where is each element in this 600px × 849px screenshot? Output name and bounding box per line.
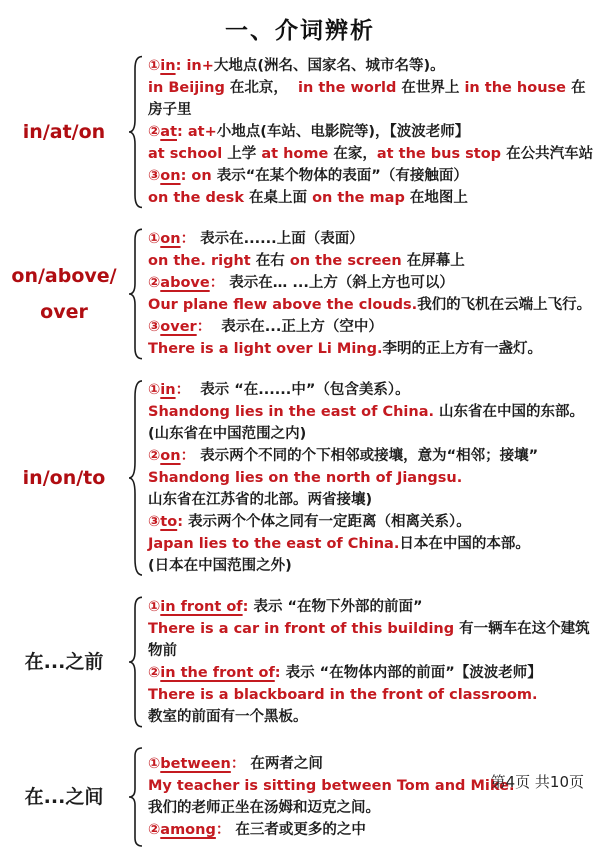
- section-content: [146, 594, 600, 730]
- red-text: ②: [148, 665, 161, 681]
- text-line: [148, 250, 594, 272]
- text-line: [148, 684, 594, 706]
- black-text: 在房子里: [148, 80, 586, 118]
- black-text: 在屏幕上: [406, 253, 465, 269]
- red-text: in+: [186, 58, 214, 74]
- brace-icon: [128, 747, 144, 847]
- text-line: [148, 596, 594, 618]
- section-label: [0, 53, 128, 211]
- red-text: ①: [148, 756, 161, 772]
- red-text: ①: [148, 599, 161, 615]
- section-label-line: in/at/on: [22, 120, 106, 143]
- red-text: :: [177, 514, 189, 530]
- red-text: ：: [180, 448, 201, 464]
- red-text: ：: [230, 756, 251, 772]
- section-content: [146, 226, 600, 362]
- brace-icon: [128, 55, 144, 209]
- red-text: :: [274, 665, 286, 681]
- section-content: [146, 377, 600, 579]
- text-line: [148, 379, 594, 401]
- brace-bracket: [128, 53, 146, 211]
- red-text: on the desk: [148, 190, 250, 206]
- keyword-underlined: among: [160, 822, 216, 838]
- text-line: [148, 467, 594, 489]
- red-text: :: [175, 58, 187, 74]
- red-text: on the map: [312, 190, 410, 206]
- black-text: 在右: [255, 253, 290, 269]
- sections: [0, 53, 600, 849]
- section-label-line: in/on/to: [22, 466, 106, 489]
- red-text: ②: [148, 124, 161, 140]
- text-line: [148, 187, 594, 209]
- text-line: [148, 706, 594, 728]
- black-text: 山东省在江苏省的北部。两省接壤): [148, 492, 373, 508]
- brace-icon: [128, 379, 144, 577]
- text-line: [148, 819, 594, 841]
- red-text: : on: [180, 168, 217, 184]
- black-text: 日本在中国的本部。: [399, 536, 530, 552]
- text-line: [148, 338, 594, 360]
- section-in-on-to: [0, 377, 600, 579]
- section-zai-zhiqian: [0, 594, 600, 730]
- text-line: [148, 797, 594, 819]
- brace-bracket: [128, 594, 146, 730]
- red-text: in Beijing: [148, 80, 230, 96]
- red-text: My teacher is sitting between Tom and Mike.: [148, 778, 515, 794]
- red-text: ②: [148, 275, 161, 291]
- text-line: [148, 121, 594, 143]
- red-text: ②: [148, 822, 161, 838]
- black-text: (山东省在中国范围之内): [148, 426, 307, 442]
- section-label: [0, 226, 128, 362]
- red-text: There is a light over Li Ming.: [148, 341, 383, 357]
- black-text: 在三者或更多的之中: [235, 822, 366, 838]
- red-text: in the house: [464, 80, 572, 96]
- black-text: 上学: [227, 146, 262, 162]
- section-label: [0, 377, 128, 579]
- section-in-at-on: [0, 53, 600, 211]
- black-text: 教室的前面有一个黑板。: [148, 709, 308, 725]
- section-label-line: on/above/: [11, 264, 117, 287]
- red-text: at school: [148, 146, 228, 162]
- red-text: There is a car in front of this building: [148, 621, 460, 637]
- red-text: ：: [209, 275, 230, 291]
- page-title: 一、介词辨析: [225, 18, 375, 44]
- black-text: 表示在......上面（表面）: [200, 231, 364, 247]
- brace-icon: [128, 228, 144, 360]
- black-text: 在地图上: [409, 190, 468, 206]
- section-label-line: 在...之间: [24, 785, 104, 808]
- section-label-line: 在...之前: [24, 650, 104, 673]
- red-text: ③: [148, 168, 161, 184]
- keyword-underlined: in front of: [160, 599, 243, 615]
- brace-icon: [128, 596, 144, 728]
- red-text: ：: [196, 319, 222, 335]
- red-text: ：: [180, 231, 201, 247]
- black-text: 表示 “在物下外部的前面”: [253, 599, 423, 615]
- red-text: on the. right: [148, 253, 256, 269]
- black-text: 在公共汽车站: [506, 146, 594, 162]
- red-text: ②: [148, 448, 161, 464]
- red-text: ③: [148, 514, 161, 530]
- section-on-above-over: [0, 226, 600, 362]
- black-text: 山东省在中国的东部。: [439, 404, 585, 420]
- text-line: [148, 533, 594, 555]
- text-line: [148, 228, 594, 250]
- black-text: 在北京，: [229, 80, 298, 96]
- black-text: 小地点(车站、电影院等)，【波波老师】: [216, 124, 470, 140]
- red-text: ③: [148, 319, 161, 335]
- page-number: 第4页 共10页: [490, 773, 584, 791]
- black-text: 表示 “在......中”（包含美系）。: [200, 382, 410, 398]
- red-text: ①: [148, 58, 161, 74]
- section-zai-zhijian: [0, 745, 600, 849]
- black-text: 有一辆车在这个建筑物前: [148, 621, 590, 659]
- text-line: [148, 423, 594, 445]
- section-content: [146, 745, 600, 849]
- text-line: [148, 445, 594, 467]
- keyword-underlined: in: [160, 58, 176, 74]
- keyword-underlined: over: [160, 319, 197, 335]
- keyword-underlined: in the front of: [160, 665, 275, 681]
- text-line: [148, 77, 594, 121]
- red-text: ①: [148, 231, 161, 247]
- red-text: Japan lies to the east of China.: [148, 536, 400, 552]
- keyword-underlined: on: [160, 231, 181, 247]
- text-line: [148, 55, 594, 77]
- text-line: [148, 618, 594, 662]
- text-line: [148, 489, 594, 511]
- black-text: 表示两个个体之同有一定距离（相离关系）。: [188, 514, 471, 530]
- red-text: : at+: [177, 124, 217, 140]
- text-line: [148, 143, 594, 165]
- red-text: Shandong lies on the north of Jiangsu.: [148, 470, 463, 486]
- keyword-underlined: to: [160, 514, 178, 530]
- keyword-underlined: between: [160, 756, 231, 772]
- keyword-underlined: above: [160, 275, 210, 291]
- keyword-underlined: in: [160, 382, 176, 398]
- black-text: 我们的飞机在云端上飞行。: [417, 297, 592, 313]
- black-text: 表示在...正上方（空中）: [221, 319, 383, 335]
- section-label: [0, 594, 128, 730]
- text-line: [148, 401, 594, 423]
- red-text: in the world: [298, 80, 402, 96]
- red-text: There is a blackboard in the front of classroom.: [148, 687, 538, 703]
- section-label: [0, 745, 128, 849]
- black-text: 表示 “在物体内部的前面”【波波老师】: [285, 665, 542, 681]
- text-line: [148, 662, 594, 684]
- red-text: ：: [175, 382, 201, 398]
- text-line: [148, 511, 594, 533]
- brace-bracket: [128, 377, 146, 579]
- red-text: ：: [215, 822, 236, 838]
- black-text: 在桌上面: [249, 190, 313, 206]
- text-line: [148, 316, 594, 338]
- black-text: 李明的正上方有一盏灯。: [382, 341, 542, 357]
- black-text: 表示“在某个物体的表面”（有接触面）: [216, 168, 468, 184]
- text-line: [148, 555, 594, 577]
- text-line: [148, 294, 594, 316]
- keyword-underlined: on: [160, 168, 181, 184]
- keyword-underlined: at: [160, 124, 177, 140]
- red-text: :: [242, 599, 254, 615]
- black-text: (日本在中国范围之外): [148, 558, 292, 574]
- text-line: [148, 165, 594, 187]
- black-text: 在两者之间: [250, 756, 323, 772]
- black-text: 大地点(洲名、国家名、城市名等)。: [213, 58, 445, 74]
- red-text: Shandong lies in the east of China.: [148, 404, 440, 420]
- red-text: Our plane flew above the clouds.: [148, 297, 418, 313]
- brace-bracket: [128, 745, 146, 849]
- section-content: [146, 53, 600, 211]
- black-text: 表示在… ...上方（斜上方也可以）: [229, 275, 454, 291]
- black-text: 在家，: [333, 146, 377, 162]
- red-text: at home: [261, 146, 334, 162]
- red-text: on the screen: [289, 253, 407, 269]
- red-text: ①: [148, 382, 161, 398]
- text-line: [148, 272, 594, 294]
- black-text: 在世界上: [401, 80, 465, 96]
- black-text: 我们的老师正坐在汤姆和迈克之间。: [148, 800, 380, 816]
- section-label-line: over: [40, 301, 88, 323]
- brace-bracket: [128, 226, 146, 362]
- red-text: at the bus stop: [376, 146, 507, 162]
- black-text: 表示两个不同的个下相邻或接壤，意为“相邻；接壤”: [200, 448, 539, 464]
- keyword-underlined: on: [160, 448, 181, 464]
